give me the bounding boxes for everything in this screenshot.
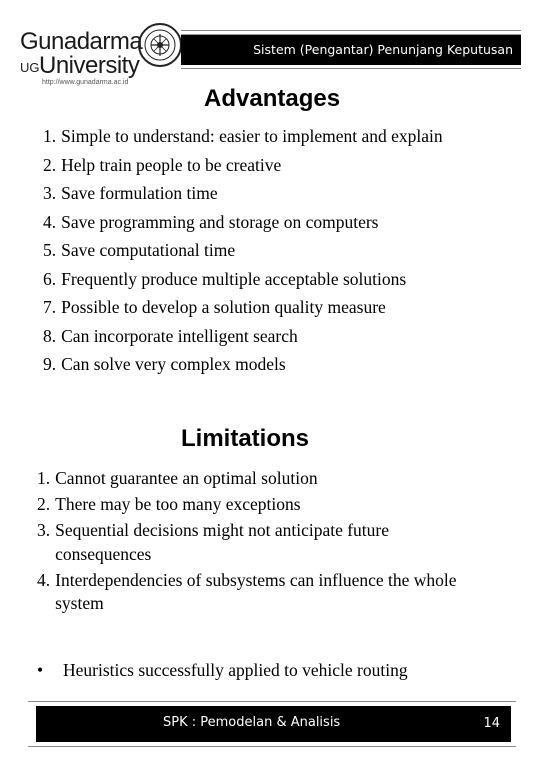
logo-name-line1: Gunadarma — [20, 28, 143, 55]
bullet-icon: • — [37, 660, 44, 680]
list-item — [37, 467, 487, 491]
item-number: 9. — [43, 354, 57, 374]
item-number: 4. — [37, 569, 51, 590]
list-item — [43, 125, 493, 149]
item-text: Simple to understand: easier to implement and explain — [61, 126, 443, 146]
list-item — [37, 493, 487, 517]
item-text: Help train people to be creative — [61, 154, 282, 175]
item-number: 1. — [37, 468, 51, 488]
item-number: 5. — [43, 240, 57, 260]
item-text: Possible to develop a solution quality measure — [61, 297, 386, 317]
page-number: 14 — [483, 716, 500, 731]
item-text: Frequently produce multiple acceptable solutions — [61, 268, 407, 289]
item-text: There may be too many exceptions — [55, 494, 301, 514]
item-text: Sequential decisions might not anticipate future consequences — [55, 520, 390, 564]
item-number: 3. — [37, 520, 51, 540]
item-number: 2. — [43, 154, 57, 175]
item-text: Cannot guarantee an optimal solution — [55, 468, 318, 488]
bullet-text: Heuristics successfully applied to vehicle routing — [63, 660, 408, 680]
item-number: 7. — [43, 297, 57, 317]
item-text: Save computational time — [61, 240, 236, 260]
list-item — [43, 325, 493, 349]
limitations-heading: Limitations — [181, 425, 310, 452]
item-text: Can incorporate intelligent search — [61, 325, 298, 346]
list-item — [43, 211, 493, 235]
logo-name-line2: University — [39, 52, 140, 79]
item-number: 2. — [37, 494, 51, 514]
header-bar — [181, 34, 521, 65]
list-item — [43, 182, 493, 206]
item-number: 4. — [43, 211, 57, 232]
list-item — [43, 154, 493, 178]
list-item — [37, 569, 487, 616]
header-rule-top — [181, 30, 521, 31]
university-seal-icon — [137, 22, 183, 68]
bullet-point — [37, 659, 497, 683]
header-rule-bottom — [181, 68, 521, 69]
footer-title: SPK : Pemodelan & Analisis — [163, 715, 341, 730]
list-item — [37, 519, 487, 566]
footer-bar — [36, 706, 511, 742]
footer-rule-bottom — [28, 746, 516, 747]
list-item — [43, 239, 493, 263]
item-text: Can solve very complex models — [61, 354, 286, 374]
item-number: 3. — [43, 183, 57, 203]
advantages-heading: Advantages — [204, 85, 341, 112]
limitations-list — [37, 467, 487, 618]
header-title: Sistem (Pengantar) Penunjang Keputusan — [253, 42, 513, 57]
item-text: Save programming and storage on computers — [61, 211, 379, 232]
logo-prefix: UG — [20, 60, 40, 75]
list-item — [43, 268, 493, 292]
item-text: Interdependencies of subsystems can influence the whole system — [55, 569, 457, 613]
advantages-list — [43, 125, 493, 382]
list-item — [43, 296, 493, 320]
item-number: 6. — [43, 268, 57, 289]
item-text: Save formulation time — [61, 183, 218, 203]
logo-url: http://www.gunadarma.ac.id — [42, 79, 129, 86]
footer-rule-top — [28, 701, 516, 702]
item-number: 8. — [43, 325, 57, 346]
list-item — [43, 353, 493, 377]
item-number: 1. — [43, 126, 57, 146]
